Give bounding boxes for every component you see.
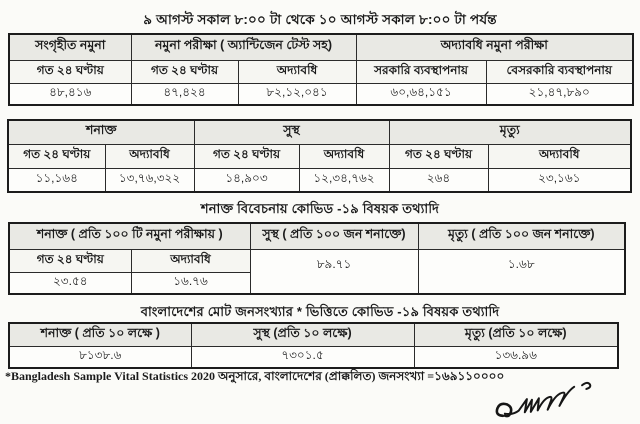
cases-detected-todate-value: ১৩,৭৬,৩২২ xyxy=(105,168,194,192)
cases-sub-header-row xyxy=(8,144,631,168)
rates-recovered-header: সুস্থ ( প্রতি ১০০ জন শনাক্তে) xyxy=(250,223,418,249)
rates-sub-header-last24: গত ২৪ ঘণ্টায় xyxy=(9,249,131,272)
cases-deaths-last24-value: ২৬৪ xyxy=(389,168,488,192)
population-section-title: বাংলাদেশের মোট জনসংখ্যার * ভিত্তিতে কোভিড -১৯ বিষয়ক তথ্যাদি xyxy=(140,304,500,319)
samples-sub-header-todate: অদ্যাবধি xyxy=(238,60,356,83)
samples-value-row xyxy=(9,83,633,105)
cases-detected-last24-value: ১১,১৬৪ xyxy=(8,168,105,192)
population-deaths-header: মৃত্যু (প্রতি ১০ লক্ষে) xyxy=(414,323,618,346)
population-detected-header: শনাক্ত ( প্রতি ১০ লক্ষে ) xyxy=(9,323,191,346)
samples-private-value: ২১,৪৭,৮৯০ xyxy=(486,83,633,105)
samples-sub-header-row xyxy=(9,60,633,83)
samples-table xyxy=(8,33,634,106)
rates-sub-header-todate: অদ্যাবধি xyxy=(131,249,250,272)
cases-deaths-todate-value: ২৩,১৬১ xyxy=(488,168,631,192)
cases-deaths-last24-header: গত ২৪ ঘণ্টায় xyxy=(389,144,488,168)
signature-scribble xyxy=(487,376,600,424)
rates-deaths-header: মৃত্যু ( প্রতি ১০০ জন শনাক্তে) xyxy=(418,223,625,249)
samples-collected-value: ৪৮,৪১৬ xyxy=(9,83,131,105)
death-rate-value: ১.৬৮ xyxy=(418,249,625,294)
recovery-rate-value: ৮৯.৭১ xyxy=(250,249,418,294)
rates-sub-header-row xyxy=(9,249,625,272)
samples-tested-last24-value: ৪৭,৪২৪ xyxy=(131,83,238,105)
samples-govt-value: ৬০,৬৪,১৫১ xyxy=(356,83,486,105)
samples-total-group-header: অদ্যাবধি নমুনা পরীক্ষা xyxy=(356,34,633,60)
population-header-row xyxy=(9,323,618,346)
samples-tested-total-value: ৮২,১২,০৪১ xyxy=(238,83,356,105)
samples-sub-header-govt: সরকারি ব্যবস্থাপনায় xyxy=(356,60,486,83)
cases-deaths-group-header: মৃত্যু xyxy=(389,120,631,144)
population-value-row xyxy=(9,346,618,368)
cases-recovered-last24-value: ১৪,৯০৩ xyxy=(194,168,299,192)
footnote-text: *Bangladesh Sample Vital Statistics 2020 অনুসারে, বাংলাদেশের (প্রাক্কলিত) জনসংখ্যা =১৬৯১১০০০০ xyxy=(5,369,505,383)
cases-recovered-todate-value: ১২,৩৪,৭৬২ xyxy=(299,168,389,192)
cases-value-row xyxy=(8,168,631,192)
population-detected-value: ৮১৩৮.৬ xyxy=(9,346,191,368)
detection-rates-section-title: শনাক্ত বিবেচনায় কোভিড -১৯ বিষয়ক তথ্যাদি xyxy=(200,201,440,216)
samples-sub-header-private: বেসরকারি ব্যবস্থাপনায় xyxy=(486,60,633,83)
population-recovered-value: ৭৩০১.৫ xyxy=(191,346,414,368)
samples-sub-header-last24: গত ২৪ ঘণ্টায় xyxy=(9,60,131,83)
period-title: ৯ আগস্ট সকাল ৮:০০ টা থেকে ১০ আগস্ট সকাল ৮:০০ টা পর্যন্ত xyxy=(143,12,497,27)
population-table xyxy=(8,322,619,369)
rates-table xyxy=(8,222,626,295)
cases-group-header-row xyxy=(8,120,631,144)
cases-recovered-last24-header: গত ২৪ ঘণ্টায় xyxy=(194,144,299,168)
positivity-last24-value: ২৩.৫৪ xyxy=(9,272,131,294)
population-recovered-header: সুস্থ (প্রতি ১০ লক্ষে) xyxy=(191,323,414,346)
samples-sub-header-tested-last24: গত ২৪ ঘণ্টায় xyxy=(131,60,238,83)
samples-collected-header: সংগৃহীত নমুনা xyxy=(9,34,131,60)
cases-table xyxy=(7,119,632,193)
cases-recovered-group-header: সুস্থ xyxy=(194,120,389,144)
positivity-todate-value: ১৬.৭৬ xyxy=(131,272,250,294)
population-deaths-value: ১৩৬.৯৬ xyxy=(414,346,618,368)
cases-recovered-todate-header: অদ্যাবধি xyxy=(299,144,389,168)
cases-deaths-todate-header: অদ্যাবধি xyxy=(488,144,631,168)
cases-detected-group-header: শনাক্ত xyxy=(8,120,194,144)
cases-detected-last24-header: গত ২৪ ঘণ্টায় xyxy=(8,144,105,168)
rates-header-row xyxy=(9,223,625,249)
rates-detected-header: শনাক্ত ( প্রতি ১০০ টি নমুনা পরীক্ষায় ) xyxy=(9,223,250,249)
samples-group-header-row xyxy=(9,34,633,60)
samples-tested-group-header: নমুনা পরীক্ষা ( অ্যান্টিজেন টেস্ট সহ) xyxy=(131,34,356,60)
cases-detected-todate-header: অদ্যাবধি xyxy=(105,144,194,168)
